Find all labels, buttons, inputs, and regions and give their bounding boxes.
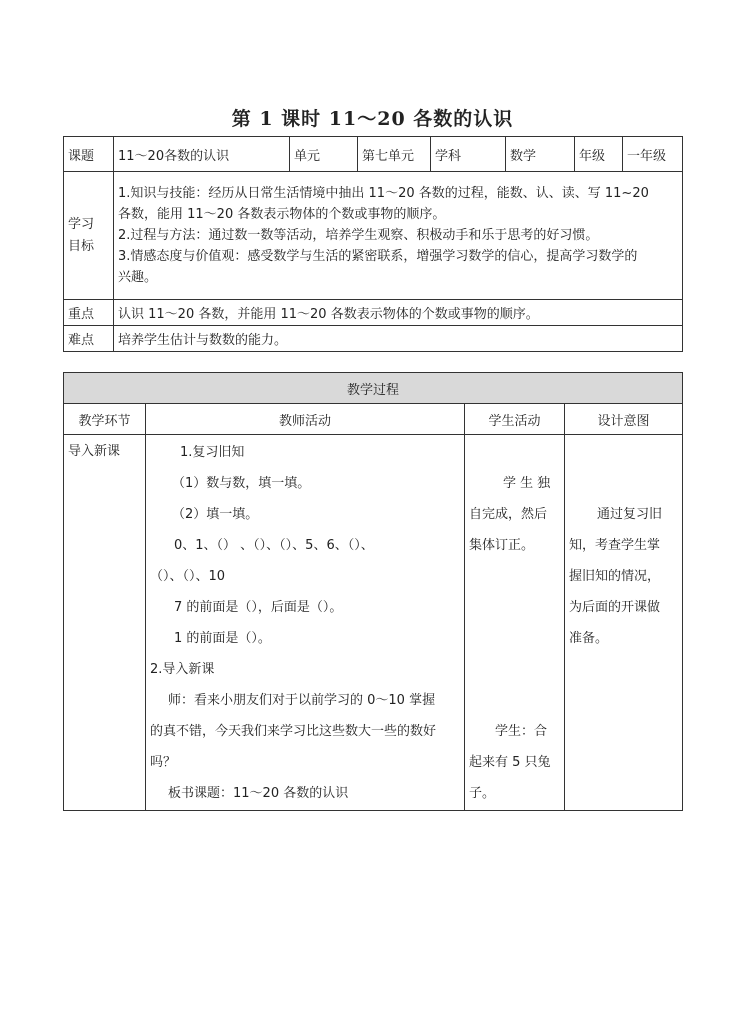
intent-line: 为后面的开课做 bbox=[569, 600, 661, 615]
teacher-line: （2）填一填。 bbox=[172, 507, 259, 522]
stage-cell: 导入新课 bbox=[64, 435, 146, 811]
goal-line: 兴趣。 bbox=[118, 270, 158, 285]
unit-label: 单元 bbox=[290, 137, 358, 172]
difficulty-row bbox=[64, 326, 683, 352]
info-row bbox=[64, 137, 683, 172]
goal-line: 各数，能用 11～20 各数表示物体的个数或事物的顺序。 bbox=[118, 207, 446, 222]
teacher-activity bbox=[146, 435, 465, 811]
teacher-line: 吗？ bbox=[150, 755, 177, 770]
teacher-line: 7 的前面是（），后面是（）。 bbox=[174, 600, 343, 615]
difficulty-value: 培养学生估计与数数的能力。 bbox=[114, 326, 683, 352]
subject-value: 数学 bbox=[506, 137, 575, 172]
lesson-info-table bbox=[63, 136, 683, 352]
header-student: 学生活动 bbox=[465, 404, 565, 435]
key-row bbox=[64, 300, 683, 326]
teacher-line: （）、（）、10 bbox=[150, 569, 226, 584]
teacher-line: 2.导入新课 bbox=[150, 662, 215, 677]
teacher-line: 的真不错，今天我们来学习比这些数大一些的数好 bbox=[150, 724, 437, 739]
teaching-process-table bbox=[63, 372, 683, 811]
teacher-line: 师：看来小朋友们对于以前学习的 0～10 掌握 bbox=[168, 693, 436, 708]
goals-label-text: 学习目标 bbox=[68, 216, 95, 254]
design-intent bbox=[565, 435, 683, 811]
section-row bbox=[64, 373, 683, 404]
student-line: 学 生 独 bbox=[503, 476, 551, 491]
teacher-line: 0、1、（） 、（）、（）、5、6、（）、 bbox=[174, 538, 374, 553]
goals-row bbox=[64, 172, 683, 300]
intent-line: 知，考查学生掌 bbox=[569, 538, 661, 553]
topic-value: 11～20各数的认识 bbox=[114, 137, 290, 172]
topic-label: 课题 bbox=[64, 137, 114, 172]
header-teacher: 教师活动 bbox=[146, 404, 465, 435]
goal-line: 3.情感态度与价值观：感受数学与生活的紧密联系，增强学习数学的信心，提高学习数学的 bbox=[118, 249, 638, 264]
goals-content bbox=[114, 172, 683, 300]
grade-value: 一年级 bbox=[623, 137, 683, 172]
teacher-line: （1）数与数，填一填。 bbox=[172, 476, 311, 491]
student-line: 自完成，然后 bbox=[469, 507, 548, 522]
goals-label bbox=[64, 172, 114, 300]
goal-line: 2.过程与方法：通过数一数等活动，培养学生观察、积极动手和乐于思考的好习惯。 bbox=[118, 228, 599, 243]
intent-line: 握旧知的情况， bbox=[569, 569, 661, 584]
student-line: 起来有 5 只兔 bbox=[469, 755, 551, 770]
subject-label: 学科 bbox=[431, 137, 506, 172]
student-line: 子。 bbox=[469, 786, 496, 801]
section-title: 教学过程 bbox=[64, 373, 683, 404]
teacher-line: 板书课题：11～20 各数的认识 bbox=[168, 786, 349, 801]
header-row bbox=[64, 404, 683, 435]
intent-line: 准备。 bbox=[569, 631, 609, 646]
student-activity bbox=[465, 435, 565, 811]
header-intent: 设计意图 bbox=[565, 404, 683, 435]
intent-line: 通过复习旧 bbox=[597, 507, 663, 522]
teacher-line: 1 的前面是（）。 bbox=[174, 631, 271, 646]
intro-row bbox=[64, 435, 683, 811]
unit-value: 第七单元 bbox=[358, 137, 431, 172]
student-line: 集体订正。 bbox=[469, 538, 535, 553]
grade-label: 年级 bbox=[575, 137, 623, 172]
student-line: 学生：合 bbox=[495, 724, 548, 739]
goal-line: 1.知识与技能：经历从日常生活情境中抽出 11～20 各数的过程，能数、认、读、写 11~20 bbox=[118, 186, 649, 201]
header-stage: 教学环节 bbox=[64, 404, 146, 435]
difficulty-label: 难点 bbox=[64, 326, 114, 352]
page-title: 第 1 课时 11～20 各数的认识 bbox=[231, 108, 514, 130]
key-value: 认识 11～20 各数，并能用 11～20 各数表示物体的个数或事物的顺序。 bbox=[114, 300, 683, 326]
key-label: 重点 bbox=[64, 300, 114, 326]
teacher-line: 1.复习旧知 bbox=[180, 445, 245, 460]
